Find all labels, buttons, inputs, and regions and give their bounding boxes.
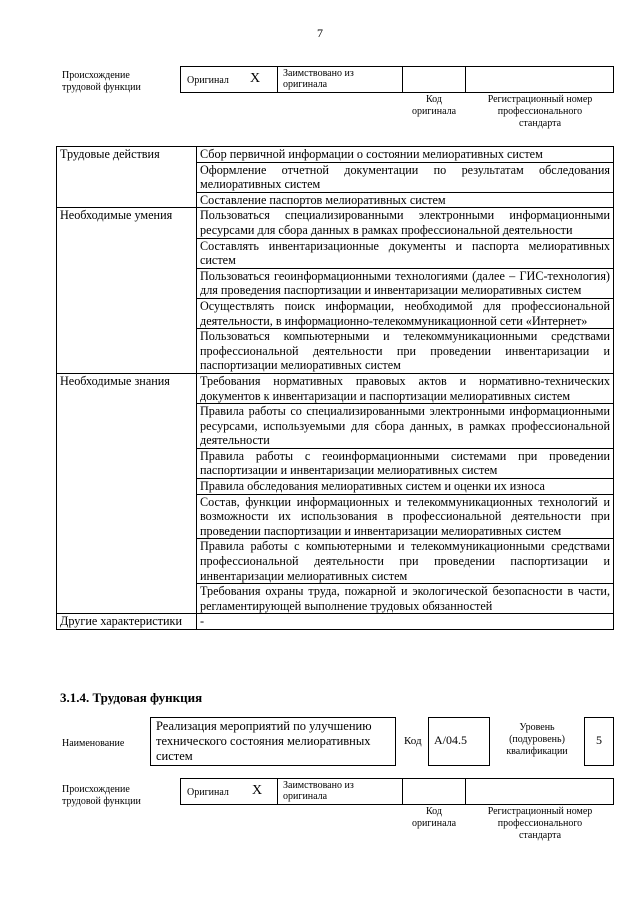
borrowed-label: Заимствовано из оригинала	[283, 780, 354, 802]
origin-label: Происхождение трудовой функции	[62, 70, 141, 93]
table-row	[57, 614, 614, 630]
table-cell: Правила обследования мелиоративных систем и оценки их износа	[197, 479, 614, 495]
table-cell: Сбор первичной информации о состоянии мелиоративных систем	[197, 147, 614, 163]
name-label: Наименование	[62, 738, 125, 749]
origin-label: Происхождение трудовой функции	[62, 784, 141, 807]
origin-box	[180, 66, 614, 93]
row-header-skills: Необходимые умения	[57, 208, 197, 374]
table-row	[57, 373, 614, 403]
original-label: Оригинал	[187, 787, 229, 798]
row-header-knowledge: Необходимые знания	[57, 373, 197, 614]
table-cell: Пользоваться геоинформационными технологиями (далее – ГИС-технология) для проведения паспортизации и инвентаризации мелиоративных систем	[197, 268, 614, 298]
original-check-mark: X	[250, 71, 261, 86]
code-value: A/04.5	[434, 733, 467, 747]
table-cell: Требования охраны труда, пожарной и экологической безопасности в части, регламентирующей выполнение трудовых обязанностей	[197, 584, 614, 614]
section-title: 3.1.4. Трудовая функция	[60, 690, 203, 705]
table-cell: Пользоваться компьютерными и телекоммуникационными средствами профессиональной деятельности при проведении инвентаризации и паспортизации мелиоративных систем	[197, 329, 614, 374]
level-caption: Уровень (подуровень) квалификации	[506, 722, 568, 757]
reg-number-caption: Регистрационный номер профессионального стандарта	[487, 94, 593, 129]
table-cell: Состав, функции информационных и телекоммуникационных технологий и возможности их использования в профессиональной деятельности при проведении паспортизации и инвентаризации мелиоративных систем	[197, 494, 614, 539]
table-cell: Правила работы с геоинформационными системами при проведении паспортизации и инвентаризации мелиоративных систем	[197, 448, 614, 478]
row-header-labor-actions: Трудовые действия	[57, 147, 197, 208]
original-label: Оригинал	[187, 75, 229, 86]
reg-number-caption: Регистрационный номер профессионального стандарта	[487, 806, 593, 841]
table-cell: Составление паспортов мелиоративных систем	[197, 192, 614, 208]
table-cell: Правила работы с компьютерными и телекоммуникационными средствами профессиональной деятельности при проведении паспортизации и инвентаризации мелиоративных систем	[197, 539, 614, 584]
row-header-other: Другие характеристики	[57, 614, 197, 630]
name-value: Реализация мероприятий по улучшению технического состояния мелиоративных систем	[156, 719, 372, 763]
code-label: Код	[404, 735, 422, 747]
code-caption: Код оригинала	[411, 94, 457, 117]
table-cell: Требования нормативных правовых актов и нормативно-технических документов к инвентаризации и паспортизации мелиоративных систем	[197, 373, 614, 403]
table-cell: Составлять инвентаризационные документы и паспорта мелиоративных систем	[197, 238, 614, 268]
origin-box	[180, 778, 614, 805]
labor-function-table	[56, 146, 614, 630]
code-caption: Код оригинала	[411, 806, 457, 829]
table-row	[57, 147, 614, 163]
table-cell: Правила работы со специализированными электронными информационными ресурсами, используемыми для сбора данных, в рамках профессиональной деятельности	[197, 404, 614, 449]
table-cell: Оформление отчетной документации по результатам обследования мелиоративных систем	[197, 162, 614, 192]
table-cell: Пользоваться специализированными электронными информационными ресурсами для сбора данных в рамках профессиональной деятельности	[197, 208, 614, 238]
borrowed-label: Заимствовано из оригинала	[283, 68, 354, 90]
table-cell: -	[197, 614, 614, 630]
table-row	[57, 208, 614, 238]
level-value: 5	[596, 733, 602, 747]
table-cell: Осуществлять поиск информации, необходимой для профессиональной деятельности, в информационно-телекоммуникационной сети «Интернет»	[197, 298, 614, 328]
page-number: 7	[317, 26, 323, 40]
original-check-mark: X	[252, 783, 263, 798]
